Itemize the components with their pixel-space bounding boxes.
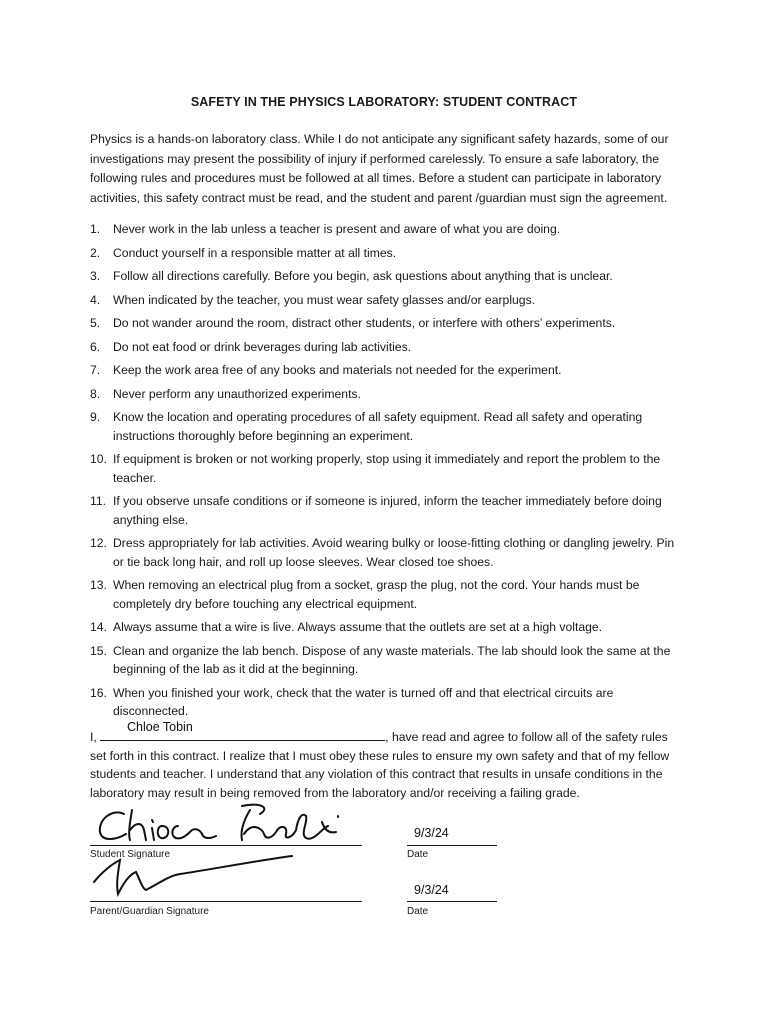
rule-item [90, 450, 680, 487]
rule-text: Keep the work area free of any books and materials not needed for the experiment. [113, 363, 562, 377]
rule-item [90, 684, 680, 721]
rule-text: Clean and organize the lab bench. Dispose of any waste materials. The lab should look the same at the beginning of the lab as it did at the beginning. [113, 643, 671, 676]
rule-item [90, 361, 680, 380]
rule-text: When indicated by the teacher, you must wear safety glasses and/or earplugs. [113, 292, 536, 307]
rule-item [90, 534, 680, 571]
parent-date-value: 9/3/24 [414, 883, 449, 897]
rule-number: 10. [90, 452, 107, 466]
rule-text: When removing an electrical plug from a socket, grasp the plug, not the cord. Your hands must be completely dry before touching any electrical equipment. [113, 578, 640, 611]
parent-signature-line [90, 901, 362, 902]
rule-number: 9. [90, 410, 101, 424]
rule-number: 12. [90, 536, 107, 550]
rule-number: 16. [90, 685, 107, 700]
parent-signature-label: Parent/Guardian Signature [90, 906, 209, 917]
student-date-line [407, 845, 497, 846]
rule-number: 4. [90, 292, 101, 307]
rule-number: 5. [90, 316, 101, 330]
rule-text: Follow all directions carefully. Before you begin, ask questions about anything that is unclear. [113, 269, 613, 283]
parent-signature-image [88, 852, 298, 900]
rule-number: 13. [90, 578, 107, 592]
rule-text: Do not wander around the room, distract other students, or interfere with others’ experiments. [113, 316, 616, 330]
rule-item [90, 492, 680, 529]
rule-number: 6. [90, 339, 101, 354]
rules-list [90, 220, 680, 726]
rule-item [90, 576, 680, 613]
agreement-suffix: , have read and agree to follow all of the safety rules set forth in this contract. I realize that I must obey these rules to ensure my own safety and that of my fellow students and teacher. I understand that any violation of this contract that results in unsafe conditions in the laboratory may result in being removed from the laboratory and/or receiving a failing grade. [90, 730, 670, 800]
rule-item [90, 291, 680, 310]
rule-item [90, 244, 680, 263]
rule-item [90, 338, 680, 357]
parent-date-label: Date [407, 906, 429, 917]
rule-item [90, 642, 680, 679]
rule-text: Never work in the lab unless a teacher is present and aware of what you are doing. [113, 222, 561, 236]
student-signature-label: Student Signature [90, 849, 171, 860]
rule-item [90, 220, 680, 239]
student-signature-image [92, 800, 367, 846]
rule-text: Never perform any unauthorized experiments. [113, 386, 361, 401]
rule-text: Do not eat food or drink beverages during lab activities. [113, 339, 412, 354]
rule-item [90, 408, 680, 445]
rule-text: When you finished your work, check that the water is turned off and that electrical circuits are disconnected. [113, 685, 614, 718]
rule-number: 11. [90, 494, 107, 508]
student-name-blank [100, 727, 385, 741]
student-date-label: Date [407, 849, 429, 860]
rule-item [90, 267, 680, 286]
rule-text: Conduct yourself in a responsible matter at all times. [113, 245, 397, 260]
rule-text: Know the location and operating procedures of all safety equipment. Read all safety and operating instructions thoroughly before beginning an experiment. [113, 410, 643, 443]
student-date-value: 9/3/24 [414, 826, 449, 840]
rule-item [90, 618, 680, 637]
rule-item [90, 314, 680, 333]
intro-paragraph: Physics is a hands-on laboratory class. While I do not anticipate any significant safety hazards, some of our investigations may present the possibility of injury if performed carelessly. To ensure a safe laboratory, the following rules and procedures must be followed at all times. Before a student can participate in laboratory activities, this safety contract must be read, and the student and parent /guardian must sign the agreement. [90, 132, 669, 205]
rule-text: If equipment is broken or not working properly, stop using it immediately and report the problem to the teacher. [113, 452, 661, 485]
rule-text: If you observe unsafe conditions or if someone is injured, inform the teacher immediately before doing anything else. [113, 494, 662, 527]
rule-number: 14. [90, 620, 107, 634]
rule-number: 7. [90, 363, 101, 377]
rule-text: Always assume that a wire is live. Always assume that the outlets are set at a high voltage. [113, 620, 603, 634]
rule-number: 3. [90, 269, 101, 283]
rule-number: 8. [90, 386, 101, 401]
student-signature-line [90, 845, 362, 846]
agreement-paragraph [90, 727, 686, 802]
rule-number: 1. [90, 222, 101, 236]
student-name-entry: Chloe Tobin [127, 720, 193, 734]
agreement-prefix: I, [90, 730, 101, 744]
rule-number: 15. [90, 643, 107, 658]
rule-number: 2. [90, 245, 101, 260]
rule-item [90, 385, 680, 404]
parent-date-line [407, 901, 497, 902]
document-title: SAFETY IN THE PHYSICS LABORATORY: STUDENT CONTRACT [190, 95, 578, 109]
rule-text: Dress appropriately for lab activities. Avoid wearing bulky or loose-fitting clothing or dangling jewelry. Pin or tie back long hair, and roll up loose sleeves. Wear closed toe shoes. [113, 536, 675, 569]
